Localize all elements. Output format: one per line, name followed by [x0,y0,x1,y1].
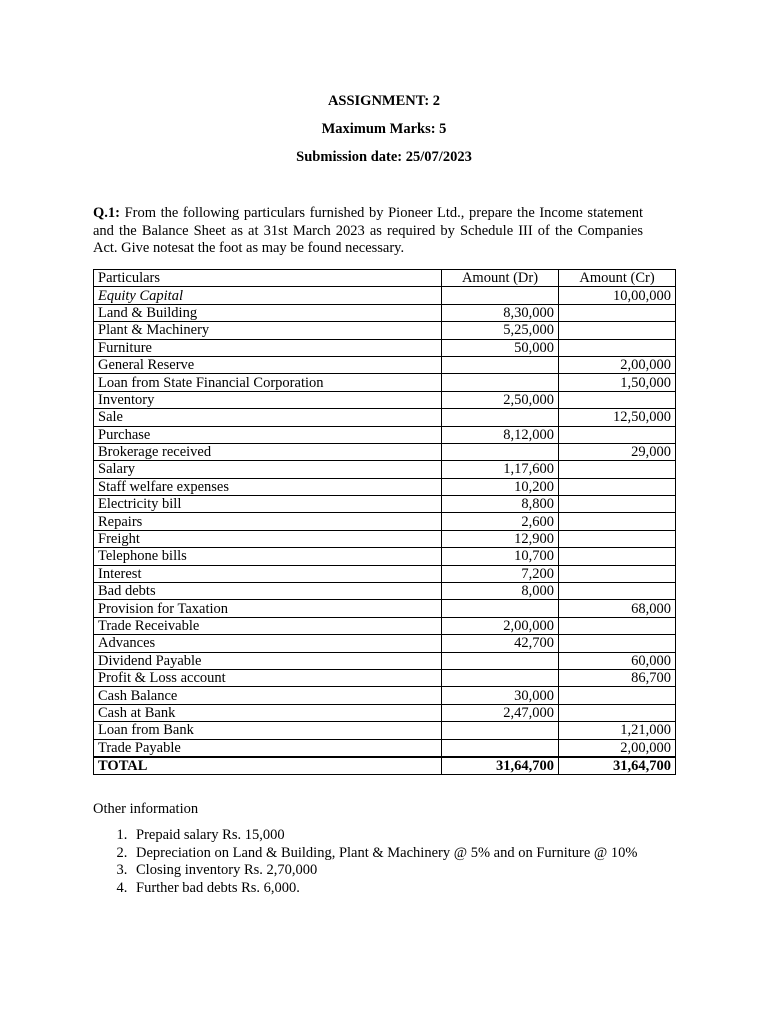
amount-cr-cell [559,391,676,408]
table-row [94,530,676,547]
question-body: From the following particulars furnished by Pioneer Ltd., prepare the Income statement and the Balance Sheet as at 31st March 2023 as required by Schedule III of the Companies Act. Give notesat the foot as may be found necessary. [93,205,643,256]
table-header-row [94,270,676,287]
table-row [94,339,676,356]
amount-cr-cell [559,426,676,443]
table-row [94,391,676,408]
amount-dr-cell [442,600,559,617]
amount-dr-cell: 2,00,000 [442,617,559,634]
amount-dr-cell [442,652,559,669]
particular-cell: Cash Balance [94,687,442,704]
particular-cell: Sale [94,409,442,426]
amount-cr-cell [559,478,676,495]
amount-dr-cell: 2,50,000 [442,391,559,408]
particular-cell: Freight [94,530,442,547]
table-row [94,287,676,304]
amount-cr-cell [559,339,676,356]
table-row [94,478,676,495]
particular-cell: Staff welfare expenses [94,478,442,495]
table-row [94,443,676,460]
particular-cell: Profit & Loss account [94,669,442,686]
list-item: 2. Depreciation on Land & Building, Plant & Machinery @ 5% and on Furniture @ 10% [131,845,638,863]
table-row [94,704,676,721]
table-row [94,635,676,652]
amount-cr-cell: 2,00,000 [559,739,676,757]
amount-cr-cell: 10,00,000 [559,287,676,304]
amount-cr-cell: 12,50,000 [559,409,676,426]
amount-cr-cell [559,565,676,582]
list-item: 3. Closing inventory Rs. 2,70,000 [131,862,638,880]
question-label: Q.1: [93,205,120,221]
question-text [93,205,643,258]
particular-cell: Advances [94,635,442,652]
table-row [94,461,676,478]
table-row [94,322,676,339]
particular-cell: Trade Receivable [94,617,442,634]
list-item: 4. Further bad debts Rs. 6,000. [131,880,638,898]
amount-cr-cell [559,583,676,600]
amount-cr-cell [559,461,676,478]
table-row [94,426,676,443]
amount-cr-cell: 2,00,000 [559,356,676,373]
maximum-marks: Maximum Marks: 5 [321,121,447,137]
amount-cr-cell [559,704,676,721]
amount-cr-cell [559,304,676,321]
trial-balance-table [93,269,676,775]
table-row [94,617,676,634]
amount-dr-cell [442,409,559,426]
total-dr: 31,64,700 [442,757,559,775]
table-row [94,374,676,391]
particular-cell: Furniture [94,339,442,356]
header-particulars: Particulars [94,270,442,287]
total-row [94,757,676,775]
amount-dr-cell: 5,25,000 [442,322,559,339]
amount-dr-cell: 8,800 [442,496,559,513]
amount-cr-cell [559,513,676,530]
particular-cell: Loan from State Financial Corporation [94,374,442,391]
table-row [94,496,676,513]
assignment-title: ASSIGNMENT: 2 [327,93,441,109]
amount-cr-cell [559,322,676,339]
amount-dr-cell: 30,000 [442,687,559,704]
table-row [94,304,676,321]
amount-dr-cell: 1,17,600 [442,461,559,478]
amount-dr-cell: 10,200 [442,478,559,495]
particular-cell: Purchase [94,426,442,443]
submission-date: Submission date: 25/07/2023 [296,149,472,165]
amount-cr-cell [559,687,676,704]
amount-dr-cell [442,356,559,373]
amount-dr-cell [442,374,559,391]
amount-dr-cell [442,443,559,460]
amount-cr-cell [559,548,676,565]
header-amount-cr: Amount (Cr) [559,270,676,287]
particular-cell: Trade Payable [94,739,442,757]
particular-cell: Bad debts [94,583,442,600]
particular-cell: Telephone bills [94,548,442,565]
amount-dr-cell [442,722,559,739]
table-row [94,513,676,530]
amount-dr-cell: 8,12,000 [442,426,559,443]
particular-cell: Interest [94,565,442,582]
list-item: 1. Prepaid salary Rs. 15,000 [131,827,638,845]
amount-dr-cell: 8,000 [442,583,559,600]
total-label: TOTAL [94,757,442,775]
particular-cell: Brokerage received [94,443,442,460]
amount-cr-cell [559,530,676,547]
particular-cell: Provision for Taxation [94,600,442,617]
amount-dr-cell [442,739,559,757]
amount-cr-cell: 29,000 [559,443,676,460]
amount-dr-cell: 50,000 [442,339,559,356]
amount-cr-cell: 60,000 [559,652,676,669]
table-row [94,409,676,426]
amount-dr-cell: 10,700 [442,548,559,565]
table-row [94,652,676,669]
total-cr: 31,64,700 [559,757,676,775]
amount-cr-cell: 1,21,000 [559,722,676,739]
other-information-list [93,827,638,897]
table-row [94,583,676,600]
amount-dr-cell: 2,47,000 [442,704,559,721]
table-row [94,356,676,373]
table-row [94,565,676,582]
amount-cr-cell [559,635,676,652]
particular-cell: Cash at Bank [94,704,442,721]
amount-cr-cell: 68,000 [559,600,676,617]
amount-dr-cell: 42,700 [442,635,559,652]
table-row [94,739,676,757]
particular-cell: Equity Capital [94,287,442,304]
amount-dr-cell: 2,600 [442,513,559,530]
particular-cell: Loan from Bank [94,722,442,739]
amount-cr-cell [559,617,676,634]
amount-dr-cell: 7,200 [442,565,559,582]
particular-cell: Electricity bill [94,496,442,513]
amount-dr-cell [442,669,559,686]
table-row [94,687,676,704]
table-row [94,548,676,565]
amount-cr-cell: 86,700 [559,669,676,686]
table-row [94,669,676,686]
header-amount-dr: Amount (Dr) [442,270,559,287]
particular-cell: Salary [94,461,442,478]
table-row [94,722,676,739]
table-row [94,600,676,617]
amount-cr-cell: 1,50,000 [559,374,676,391]
amount-dr-cell: 12,900 [442,530,559,547]
particular-cell: Dividend Payable [94,652,442,669]
amount-dr-cell: 8,30,000 [442,304,559,321]
particular-cell: General Reserve [94,356,442,373]
particular-cell: Plant & Machinery [94,322,442,339]
particular-cell: Repairs [94,513,442,530]
particular-cell: Inventory [94,391,442,408]
particular-cell: Land & Building [94,304,442,321]
amount-cr-cell [559,496,676,513]
other-information-heading: Other information [93,801,199,817]
amount-dr-cell [442,287,559,304]
